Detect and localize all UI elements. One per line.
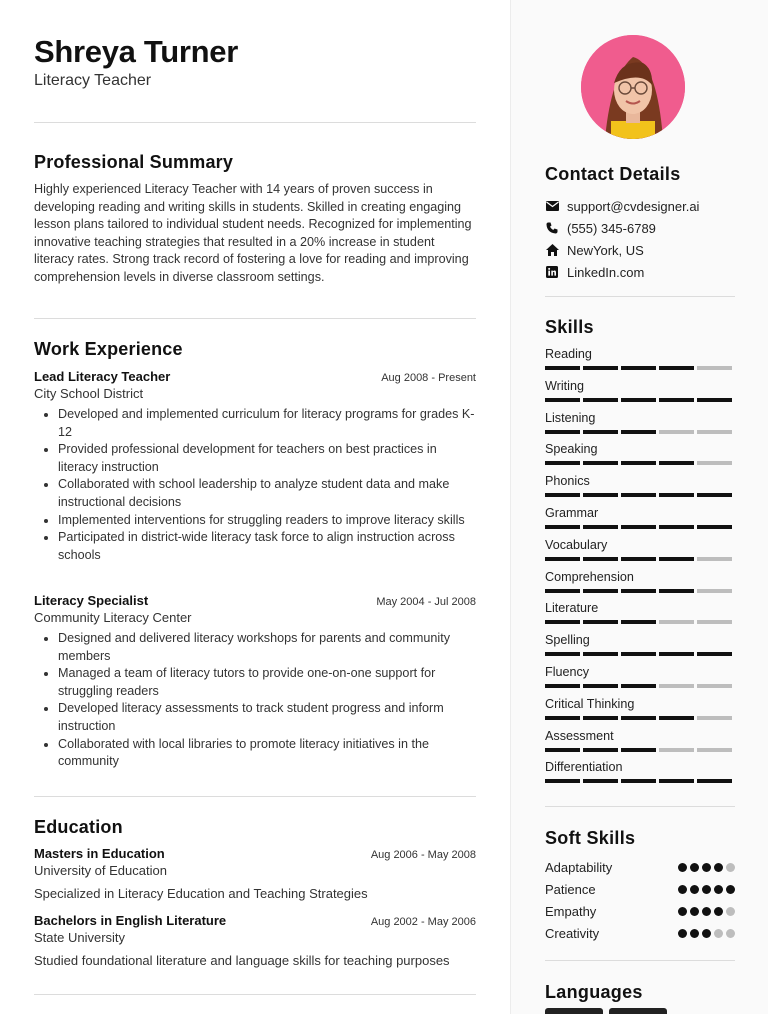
skill-level-bar [545, 525, 735, 529]
skill-level-segment [545, 398, 580, 402]
skill-level-segment [697, 716, 732, 720]
linkedin-text: LinkedIn.com [567, 264, 645, 280]
skill-level-segment [697, 779, 732, 783]
rating-dot [726, 885, 735, 894]
rating-dot [690, 929, 699, 938]
languages-list [545, 1008, 667, 1014]
rating-dot [726, 907, 735, 916]
soft-skill-label: Patience [545, 881, 596, 897]
skill-level-segment [621, 525, 656, 529]
skill-level-segment [659, 748, 694, 752]
skill-level-bar [545, 493, 735, 497]
contact-email[interactable] [545, 195, 745, 217]
skill-level-segment [697, 525, 732, 529]
skill-level-segment [697, 430, 732, 434]
skill-item [545, 473, 735, 505]
skill-item [545, 505, 735, 537]
job-organization: Community Literacy Center [34, 610, 192, 625]
soft-skill-rating [678, 907, 735, 916]
skill-label: Spelling [545, 633, 590, 648]
skills-list [545, 346, 735, 791]
list-item: • Developed literacy assessments to track student progress and inform instruction [58, 700, 476, 735]
rating-dot [714, 863, 723, 872]
skill-level-segment [659, 684, 694, 688]
skill-level-segment [583, 430, 618, 434]
job-role: Lead Literacy Teacher [34, 369, 171, 384]
rating-dot [690, 863, 699, 872]
home-icon [545, 243, 559, 257]
skill-level-bar [545, 684, 735, 688]
soft-skills-list [545, 856, 735, 944]
skill-level-segment [659, 779, 694, 783]
list-item: • Participated in district-wide literacy task force to align instruction across schools [58, 529, 476, 564]
skill-level-segment [697, 652, 732, 656]
skill-level-segment [583, 493, 618, 497]
divider [34, 796, 476, 797]
skill-label: Fluency [545, 664, 590, 679]
skill-level-segment [621, 461, 656, 465]
soft-skill-item [545, 878, 735, 900]
skill-level-bar [545, 557, 735, 561]
phone-text: (555) 345-6789 [567, 220, 656, 236]
skill-level-segment [697, 748, 732, 752]
skill-level-bar [545, 620, 735, 624]
skill-level-segment [583, 525, 618, 529]
skill-level-segment [659, 366, 694, 370]
soft-skill-rating [678, 863, 735, 872]
rating-dot [678, 885, 687, 894]
skill-level-segment [621, 716, 656, 720]
skill-level-segment [621, 748, 656, 752]
list-item: • Collaborated with local libraries to promote literacy initiatives in the community [58, 736, 476, 771]
skill-level-bar [545, 398, 735, 402]
candidate-title: Literacy Teacher [34, 72, 152, 89]
rating-dot [678, 929, 687, 938]
location-text: NewYork, US [567, 242, 644, 258]
soft-skill-label: Empathy [545, 903, 597, 919]
education-degree: Bachelors in English Literature [34, 913, 227, 928]
skill-level-segment [659, 525, 694, 529]
skill-level-segment [659, 589, 694, 593]
skill-item [545, 600, 735, 632]
skill-label: Comprehension [545, 569, 634, 584]
soft-skills-heading: Soft Skills [545, 828, 636, 848]
education-date: Aug 2006 - May 2008 [370, 849, 476, 861]
skill-level-segment [659, 493, 694, 497]
rating-dot [702, 929, 711, 938]
email-text: support@cvdesigner.ai [567, 198, 700, 214]
list-item: • Collaborated with school leadership to analyze student data and make instructional decisions [58, 476, 476, 511]
skill-level-segment [697, 493, 732, 497]
job-role: Literacy Specialist [34, 593, 149, 608]
skill-label: Differentiation [545, 760, 623, 775]
skill-level-segment [545, 461, 580, 465]
skill-level-segment [545, 748, 580, 752]
skill-level-segment [659, 557, 694, 561]
skill-level-segment [697, 398, 732, 402]
soft-skill-label: Creativity [545, 925, 600, 941]
soft-skill-rating [678, 885, 735, 894]
divider [34, 994, 476, 995]
skill-level-bar [545, 748, 735, 752]
divider [545, 806, 735, 807]
skill-level-segment [583, 461, 618, 465]
skill-level-segment [545, 652, 580, 656]
skill-level-segment [659, 398, 694, 402]
summary-text: Highly experienced Literacy Teacher with 14 years of proven success in developing reading and writing skills in students. Skilled in creating engaging lesson plans tailored to individual student needs. Recognized for implementing innovative teaching strategies that resulted in a 20% increase in student literacy rates. Strong track record of fostering a love for reading and improving comprehension levels in diverse classroom settings. [34, 182, 472, 284]
skill-level-segment [545, 525, 580, 529]
divider [34, 318, 476, 319]
soft-skill-item [545, 856, 735, 878]
skill-item [545, 759, 735, 791]
contact-linkedin[interactable] [545, 261, 745, 283]
skill-level-segment [545, 557, 580, 561]
languages-heading: Languages [545, 982, 643, 1002]
soft-skill-label: Adaptability [545, 859, 613, 875]
skill-level-segment [621, 398, 656, 402]
skill-level-segment [545, 716, 580, 720]
skill-item [545, 696, 735, 728]
skill-level-segment [659, 716, 694, 720]
skill-level-segment [697, 620, 732, 624]
job-date: May 2004 - Jul 2008 [376, 596, 476, 608]
job-bullets [34, 406, 476, 564]
skill-item [545, 378, 735, 410]
contact-phone[interactable] [545, 217, 745, 239]
language-tag [609, 1008, 667, 1014]
skill-item [545, 346, 735, 378]
skill-item [545, 728, 735, 760]
skill-level-segment [621, 366, 656, 370]
skill-level-segment [621, 557, 656, 561]
skill-level-segment [545, 684, 580, 688]
skill-level-segment [621, 652, 656, 656]
skill-item [545, 632, 735, 664]
divider [545, 296, 735, 297]
soft-skill-item [545, 922, 735, 944]
education-entry [34, 846, 476, 901]
skill-label: Grammar [545, 505, 599, 520]
skill-level-segment [659, 430, 694, 434]
soft-skill-rating [678, 929, 735, 938]
skill-level-segment [659, 652, 694, 656]
skill-level-segment [583, 748, 618, 752]
education-heading: Education [34, 817, 123, 837]
skill-level-segment [621, 620, 656, 624]
job-date: Aug 2008 - Present [381, 372, 476, 384]
skill-item [545, 664, 735, 696]
rating-dot [702, 907, 711, 916]
rating-dot [678, 863, 687, 872]
divider [545, 960, 735, 961]
skill-level-segment [545, 493, 580, 497]
language-tag [545, 1008, 603, 1014]
skill-level-bar [545, 461, 735, 465]
skill-level-segment [621, 430, 656, 434]
divider [34, 122, 476, 123]
skill-level-segment [621, 779, 656, 783]
education-entry [34, 913, 476, 968]
avatar-illustration [581, 35, 685, 139]
education-school: University of Education [34, 863, 167, 878]
rating-dot [726, 863, 735, 872]
contact-heading: Contact Details [545, 164, 681, 184]
rating-dot [714, 907, 723, 916]
skill-level-segment [583, 652, 618, 656]
skill-level-segment [659, 620, 694, 624]
skill-level-segment [697, 589, 732, 593]
education-description: Studied foundational literature and language skills for teaching purposes [34, 953, 450, 968]
skill-level-segment [545, 589, 580, 593]
skill-label: Phonics [545, 474, 590, 489]
skill-level-segment [583, 589, 618, 593]
skills-heading: Skills [545, 317, 594, 337]
skill-item [545, 537, 735, 569]
phone-icon [545, 221, 559, 235]
skill-level-segment [583, 398, 618, 402]
summary-heading: Professional Summary [34, 152, 234, 172]
contact-location [545, 239, 745, 261]
envelope-icon [545, 199, 559, 213]
sidebar [510, 0, 768, 1014]
skill-label: Critical Thinking [545, 696, 635, 711]
skill-level-segment [621, 684, 656, 688]
skill-level-bar [545, 366, 735, 370]
contact-list [545, 195, 745, 283]
skill-label: Assessment [545, 728, 614, 743]
skill-level-segment [583, 620, 618, 624]
list-item: • Implemented interventions for struggling readers to improve literacy skills [58, 512, 476, 530]
skill-level-segment [659, 461, 694, 465]
skill-label: Writing [545, 378, 584, 393]
skill-label: Reading [545, 347, 592, 361]
skill-level-segment [545, 779, 580, 783]
list-item: • Provided professional development for teachers on best practices in literacy instruction [58, 441, 476, 476]
job-organization: City School District [34, 386, 144, 401]
education-degree: Masters in Education [34, 846, 165, 861]
rating-dot [726, 929, 735, 938]
skill-item [545, 569, 735, 601]
skill-item [545, 410, 735, 442]
skill-label: Literature [545, 601, 599, 616]
job-bullets [34, 630, 476, 771]
linkedin-icon [545, 265, 559, 279]
skill-level-segment [621, 589, 656, 593]
skill-item [545, 441, 735, 473]
candidate-name: Shreya Turner [34, 34, 238, 69]
education-date: Aug 2002 - May 2006 [370, 916, 476, 928]
rating-dot [714, 929, 723, 938]
skill-level-segment [583, 557, 618, 561]
avatar [581, 35, 685, 139]
list-item: • Developed and implemented curriculum for literacy programs for grades K-12 [58, 406, 476, 441]
skill-level-segment [583, 684, 618, 688]
education-school: State University [34, 930, 126, 945]
skill-level-bar [545, 589, 735, 593]
skill-level-segment [697, 366, 732, 370]
rating-dot [690, 907, 699, 916]
skill-label: Speaking [545, 442, 598, 457]
skill-level-segment [621, 493, 656, 497]
skill-level-segment [583, 779, 618, 783]
skill-level-segment [545, 366, 580, 370]
skill-level-segment [583, 366, 618, 370]
skill-level-segment [545, 620, 580, 624]
skill-level-bar [545, 716, 735, 720]
education-description: Specialized in Literacy Education and Teaching Strategies [34, 886, 368, 901]
skill-level-segment [583, 716, 618, 720]
skill-level-segment [545, 430, 580, 434]
soft-skill-item [545, 900, 735, 922]
job-entry [34, 593, 476, 771]
work-heading: Work Experience [34, 339, 183, 359]
list-item: • Designed and delivered literacy workshops for parents and community members [58, 630, 476, 665]
skill-level-bar [545, 779, 735, 783]
skill-level-segment [697, 461, 732, 465]
rating-dot [714, 885, 723, 894]
rating-dot [690, 885, 699, 894]
skill-level-segment [697, 684, 732, 688]
list-item: • Managed a team of literacy tutors to provide one-on-one support for struggling readers [58, 665, 476, 700]
rating-dot [702, 885, 711, 894]
skill-label: Listening [545, 410, 596, 425]
skill-level-bar [545, 430, 735, 434]
skill-level-bar [545, 652, 735, 656]
job-entry [34, 369, 476, 564]
rating-dot [678, 907, 687, 916]
rating-dot [702, 863, 711, 872]
skill-label: Vocabulary [545, 537, 608, 552]
skill-level-segment [697, 557, 732, 561]
